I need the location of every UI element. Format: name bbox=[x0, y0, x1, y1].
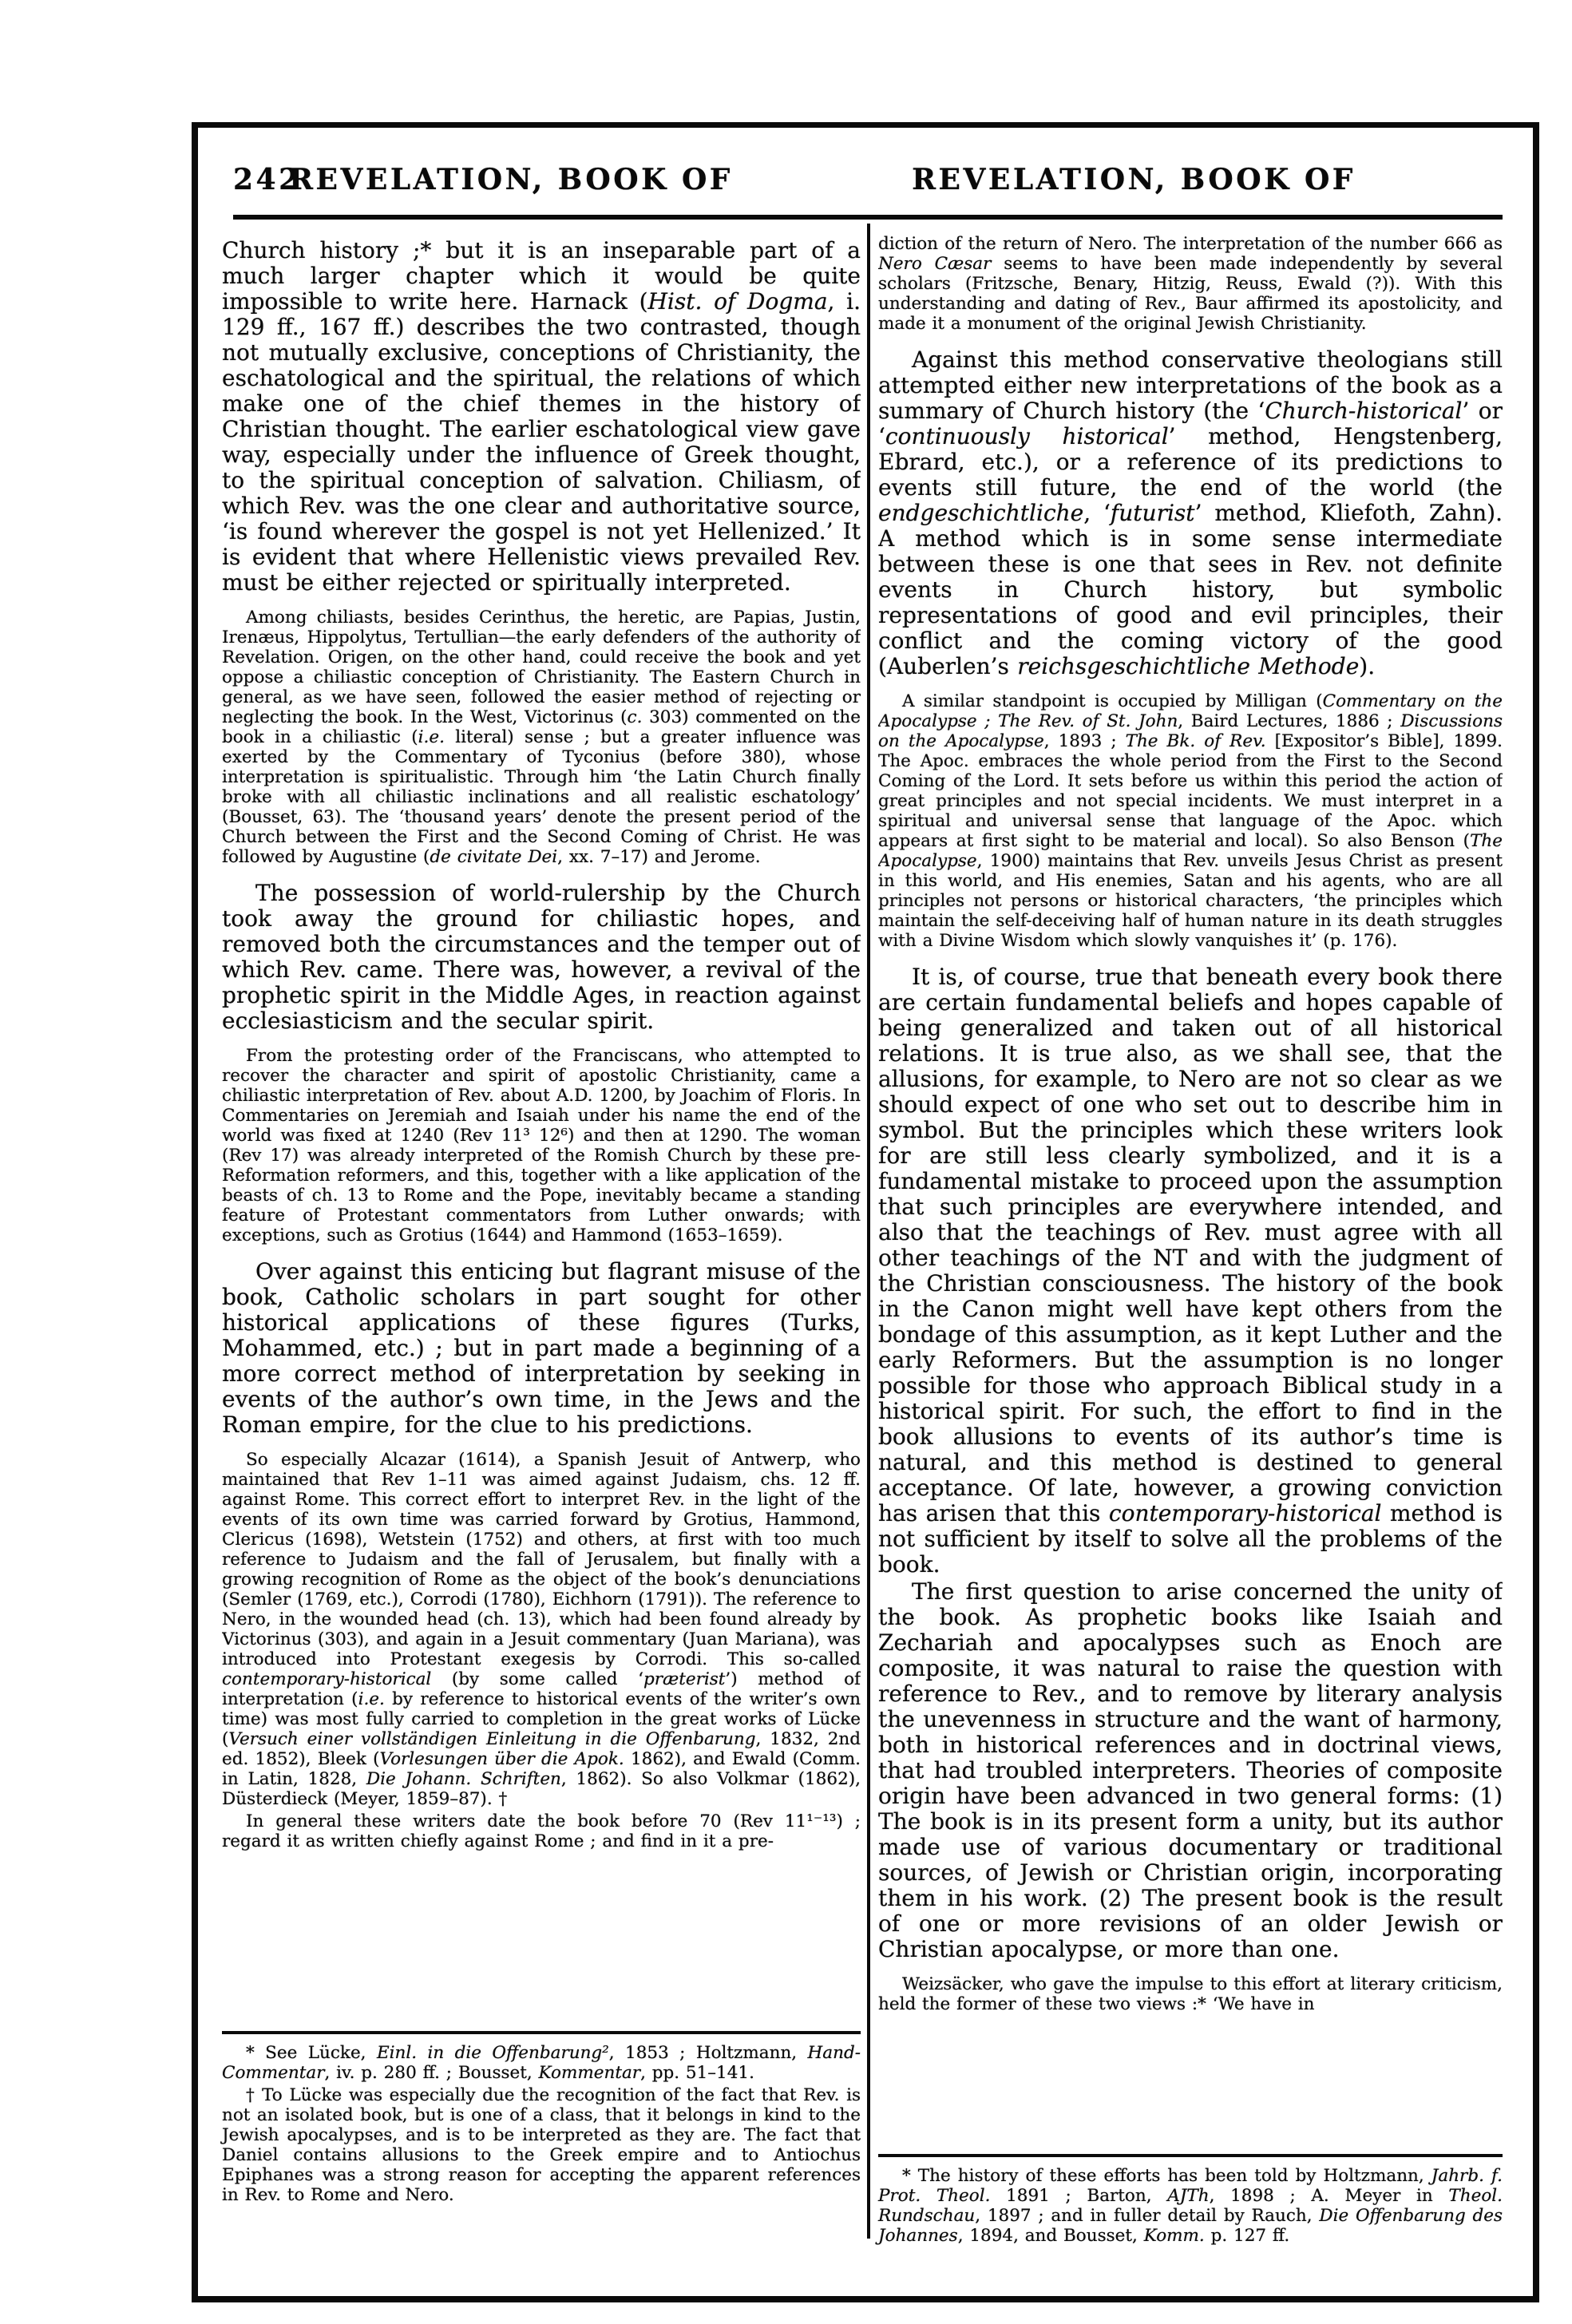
left-footnote-rule bbox=[222, 2031, 861, 2034]
text-run: reichsgeschichtliche Methode bbox=[1017, 653, 1360, 679]
right-column bbox=[878, 234, 1503, 2148]
text-run: literal) sense ; but a greater influence was exerted by the Commentary of Tyconius (before 380), whose interpretation is spiritualistic. Through him ‘the Latin Church finally broke with all chiliastic inclinations and all realistic eschatology’ (Bousset, 63). The ‘thousand years’ denote the present period of the Church between the First and the Second Coming of Christ. He was followed by Augustine ( bbox=[222, 727, 861, 867]
paragraph bbox=[878, 691, 1503, 951]
text-run: futurist bbox=[1110, 500, 1195, 526]
text-run: continuously historical bbox=[885, 423, 1169, 449]
text-run: The Bk. of Rev. bbox=[1125, 731, 1266, 751]
text-run: So especially Alcazar (1614), a Spanish Jesuit of Antwerp, who maintained that Rev 1–11 was aimed against Judaism, chs. 12 ff. against Rome. This correct effort to interpret Rev. in the light of the events of its own time was carried forward by Grotius, Hammond, Clericus (1698), Wetstein (1752) and others, at first with too much reference to Judaism and the fall of Jerusalem, but finally with a growing recognition of Rome as the object of the book’s denunciations (Semler (1769, etc.), Corrodi (1780), Eichhorn (1791)). The reference to Nero, in the wounded head (ch. 13), which had been found already by Victorinus (303), and again in a Jesuit commentary (Juan Mariana), was introduced into Protestant exegesis by Corrodi. This so-called bbox=[222, 1450, 861, 1669]
text-run: c. bbox=[627, 707, 643, 727]
left-footnote-block bbox=[222, 2031, 861, 2205]
text-run: 1891 ; Barton, bbox=[990, 2186, 1168, 2206]
text-run: 303) commented on the book in a chiliastic ( bbox=[222, 707, 861, 747]
text-run: The Apocalypse bbox=[878, 831, 1503, 871]
column-divider bbox=[867, 224, 870, 2239]
text-run: Die Offenbarung des Johannes bbox=[878, 2206, 1503, 2246]
text-run: i.e. bbox=[418, 727, 445, 747]
paragraph bbox=[222, 2085, 861, 2205]
paragraph bbox=[222, 608, 861, 867]
text-run: Commentary on the Apocalypse ; The Rev. of St. John bbox=[878, 691, 1503, 731]
text-run: , 1894, and Bousset, bbox=[957, 2226, 1144, 2246]
text-run: , 1853 ; Holtzmann, bbox=[608, 2043, 808, 2063]
paragraph bbox=[222, 238, 861, 596]
right-footnote-rule bbox=[878, 2154, 1503, 2157]
text-run: Church history ;* but it is an inseparable part of a much larger chapter which it would be quite impossible to write here. Harnack ( bbox=[222, 238, 861, 315]
paragraph bbox=[222, 1811, 861, 1851]
text-run: Vorlesungen über die Apok. bbox=[379, 1749, 624, 1769]
paragraph bbox=[222, 1046, 861, 1245]
text-run: ). bbox=[1359, 653, 1376, 679]
page-border-bottom bbox=[192, 2296, 1539, 2302]
text-run: 1862), and Ewald (Comm. in Latin, 1828, bbox=[222, 1749, 861, 1789]
text-run: diction of the return of Nero. The interpretation of the number 666 as bbox=[878, 234, 1503, 254]
right-footnote-block bbox=[878, 2154, 1503, 2246]
text-run: endgeschichtliche bbox=[878, 500, 1084, 526]
text-run: A similar standpoint is occupied by Milligan ( bbox=[902, 691, 1323, 711]
page-border-right bbox=[1533, 122, 1539, 2302]
text-run: de civitate Dei bbox=[430, 847, 558, 867]
text-run: , xx. 7–17) and Jerome. bbox=[557, 847, 761, 867]
text-run: præterist bbox=[643, 1669, 726, 1689]
text-run: by reference to historical events of the writer’s own time) was most fully carried to completion in the great works of Lücke ( bbox=[222, 1689, 861, 1749]
text-run: Kommentar bbox=[538, 2063, 641, 2083]
text-run: (by some called ‘ bbox=[431, 1669, 643, 1689]
text-run: , 1893 ; bbox=[1043, 731, 1126, 751]
paragraph bbox=[878, 347, 1503, 679]
text-run: Komm. bbox=[1143, 2226, 1205, 2246]
text-run: Theol. Rundschau bbox=[878, 2186, 1503, 2226]
text-run: Die Johann. Schriften bbox=[366, 1769, 561, 1789]
text-run: Church-historical bbox=[1265, 398, 1463, 424]
text-run: , 1897 ; and in fuller detail by Rauch, bbox=[975, 2206, 1320, 2226]
text-run: Einl. in die Offenbarung² bbox=[376, 2043, 609, 2063]
text-run: contemporary-historical bbox=[1108, 1500, 1382, 1526]
text-run: , 1832, 2nd ed. 1852), Bleek ( bbox=[222, 1729, 861, 1769]
text-run: , 1898 ; A. Meyer in bbox=[1209, 2186, 1449, 2206]
page-border-left bbox=[192, 122, 198, 2302]
text-run: p. 127 ff. bbox=[1204, 2226, 1290, 2246]
text-run: † To Lücke was especially due the recognition of the fact that Rev. is not an isolated book, but is one of a class, that it belongs in kind to the Jewish apocalypses, and is to be interpreted as they are. The fact that Daniel contains allusions to the Greek empire and to Antiochus Epiphanes was a strong reason for accepting the apparent references in Rev. to Rome and Nero. bbox=[222, 2085, 861, 2205]
text-run: [Expositor’s Bible], 1899. The Apoc. embraces the whole period from the First to the Second Coming of the Lord. It sets before us within this period the action of great principles and not special incidents. We must interpret in a spiritual and universal sense that language of the Apoc. which appears at first sight to be material and local). So also Benson ( bbox=[878, 731, 1503, 851]
right-footnotes bbox=[878, 2166, 1503, 2246]
header-rule bbox=[233, 215, 1503, 220]
paragraph bbox=[878, 964, 1503, 1578]
text-run: Versuch einer vollständigen Einleitung in die Offenbarung bbox=[228, 1729, 756, 1749]
text-run: * See Lücke, bbox=[246, 2043, 377, 2063]
page-border-top bbox=[192, 122, 1539, 128]
text-run: Discussions on the Apocalypse bbox=[878, 711, 1503, 751]
paragraph bbox=[222, 1450, 861, 1809]
page-number: 242 bbox=[233, 163, 302, 196]
paragraph bbox=[878, 2166, 1503, 2246]
left-footnotes bbox=[222, 2043, 861, 2205]
text-run: It is, of course, true that beneath every book there are certain fundamental beliefs and hopes capable of being generalized and taken out of all historical relations. It is true also, as we shall see, that the allusions, for example, to Nero are not so clear as we should expect of one who set out to describe him in symbol. But the principles which these writers look for are still less clearly symbolized, and it is a fundamental mistake to proceed upon the assumption that such principles are everywhere intended, and also that the teachings of Rev. must agree with all other teachings of the NT and with the judgment of the Christian consciousness. The history of the book in the Canon might well have kept others from the bondage of this assumption, as it kept Luther and the early Reformers. But the assumption is no longer possible for those who approach Biblical study in a historical spirit. For such, the effort to find in the book allusions to events of its author’s time is natural, and this method is destined to general acceptance. Of late, however, a growing conviction has arisen that this bbox=[878, 964, 1503, 1526]
text-run: ’) method of interpretation ( bbox=[222, 1669, 861, 1709]
paragraph bbox=[878, 1579, 1503, 1962]
text-run: method is not sufficient by itself to solve all the problems of the book. bbox=[878, 1500, 1503, 1578]
left-column bbox=[222, 238, 861, 2026]
text-run: contemporary-historical bbox=[222, 1669, 432, 1689]
text-run: seems to have been made independently by several scholars (Fritzsche, Benary, Hitzig, Reuss, Ewald (?)). With this understanding and dating of Rev., Baur affirmed its apostolicity, and made it a monument of the original Jewish Christianity. bbox=[878, 254, 1503, 334]
running-head-right: REVELATION, BOOK OF bbox=[912, 163, 1356, 196]
text-run: Nero Cæsar bbox=[878, 254, 992, 274]
text-run: , i. 129 ff., 167 ff.) describes the two contrasted, though not mutually exclusive, conceptions of Christianity, the eschatological and the spiritual, the relations of which make one of the chief themes in the history of Christian thought. The earlier eschatological view gave way, especially under the influence of Greek thought, to the spiritual conception of salvation. Chiliasm, of which Rev. was the one clear and authoritative source, ‘is found wherever the gospel is not yet Hellenized.’ It is evident that where Hellenistic views prevailed Rev. must be either rejected or spiritually interpreted. bbox=[222, 288, 861, 596]
text-run: AJTh bbox=[1167, 2186, 1210, 2206]
paragraph bbox=[222, 1259, 861, 1438]
text-run: ’ method, Hengstenberg, Ebrard, etc.), or a reference of its predictions to events still future, the end of the world (the bbox=[878, 423, 1503, 501]
text-run: From the protesting order of the Franciscans, who attempted to recover the character and spirit of apostolic Christianity, came a chiliastic interpretation of Rev. about A.D. 1200, by Joachim of Floris. In Commentaries on Jeremiah and Isaiah under his name the end of the world was fixed at 1240 (Rev 11³ 12⁶) and then at 1290. The woman (Rev 17) was already interpreted of the Romish Church by these pre-Reformation reformers, and this, together with a like application of the beasts of ch. 13 to Rome and the Pope, inevitably became a standing feature of Protestant commentators from Luther onwards; with exceptions, such as Grotius (1644) and Hammond (1653–1659). bbox=[222, 1046, 861, 1245]
text-run: ’ or ‘ bbox=[878, 398, 1503, 449]
text-run: The first question to arise concerned the unity of the book. As prophetic books like Isaiah and Zechariah and apocalypses such as Enoch are composite, it was natural to raise the question with reference to Rev., and to remove by literary analysis the unevenness in structure and the want of harmony, both in historical references and in doctrinal views, that had troubled interpreters. Theories of composite origin have been advanced in two general forms: (1) The book is in its present form a unity, but its author made use of various documentary or traditional sources, of Jewish or Christian origin, incorporating them in his work. (2) The present book is the result of one or more revisions of an older Jewish or Christian apocalypse, or more than one. bbox=[878, 1578, 1503, 1962]
running-head-left: REVELATION, BOOK OF bbox=[289, 163, 733, 196]
text-run: , 1900) maintains that Rev. unveils Jesus Christ as present in this world, and His enemies, Satan and his agents, who are all principles not persons or historical characters, ‘the principles which maintain the self-deceiving half of human nature in its death struggles with a Divine Wisdom which slowly vanquishes it’ (p. 176). bbox=[878, 851, 1503, 951]
text-run: In general these writers date the book before 70 (Rev 11¹⁻¹³) ; regard it as written chiefly against Rome ; and find in it a pre- bbox=[222, 1811, 861, 1851]
text-run: , iv. p. 280 ff. ; Bousset, bbox=[324, 2063, 539, 2083]
text-run: i.e. bbox=[358, 1689, 385, 1709]
text-run: Among chiliasts, besides Cerinthus, the heretic, are Papias, Justin, Irenæus, Hippolytus, Tertullian—the early defenders of the authority of Revelation. Origen, on the other hand, could receive the book and yet oppose a chiliastic conception of Christianity. The Eastern Church in general, as we have seen, followed the easier method of rejecting or neglecting the book. In the West, Victorinus ( bbox=[222, 608, 861, 727]
text-run: Hist. of Dogma bbox=[647, 288, 828, 315]
text-run: Against this method conservative theologians still attempted either new interpretations of the book as a summary of Church history (the ‘ bbox=[878, 346, 1503, 424]
text-run: , 1862). So also Volkmar (1862), Düsterdieck (Meyer, 1859–87). † bbox=[222, 1769, 861, 1809]
paragraph bbox=[222, 881, 861, 1034]
text-run: ’ method, Kliefoth, Zahn). A method which is in some sense intermediate between these is one that sees in Rev. not definite events in Church history, but symbolic representations of good and evil principles, their conflict and the coming victory of the good (Auberlen’s bbox=[878, 500, 1503, 679]
paragraph bbox=[878, 234, 1503, 334]
text-run: * The history of these efforts has been told by Holtzmann, bbox=[902, 2166, 1431, 2186]
text-run: Hand-Commentar bbox=[222, 2043, 861, 2083]
text-run: , Baird Lectures, 1886 ; bbox=[1178, 711, 1401, 731]
text-run: The possession of world-rulership by the Church took away the ground for chiliastic hopes, and removed both the circumstances and the temper out of which Rev. came. There was, however, a revival of the prophetic spirit in the Middle Ages, in reaction against ecclesiasticism and the secular spirit. bbox=[222, 880, 861, 1034]
text-run: , ‘ bbox=[1083, 500, 1111, 526]
text-run: Jahrb. f. Prot. Theol. bbox=[878, 2166, 1503, 2206]
paragraph bbox=[222, 2043, 861, 2083]
paragraph bbox=[878, 1974, 1503, 2014]
text-run: Weizsäcker, who gave the impulse to this effort at literary criticism, held the former of these two views :* ‘We have in bbox=[878, 1974, 1503, 2014]
text-run: Over against this enticing but flagrant misuse of the book, Catholic scholars in part sought for other historical applications of these figures (Turks, Mohammed, etc.) ; but in part made a beginning of a more correct method of interpretation by seeking in events of the author’s own time, in the Jews and the Roman empire, for the clue to his predictions. bbox=[222, 1258, 861, 1438]
text-run: , pp. 51–141. bbox=[640, 2063, 754, 2083]
